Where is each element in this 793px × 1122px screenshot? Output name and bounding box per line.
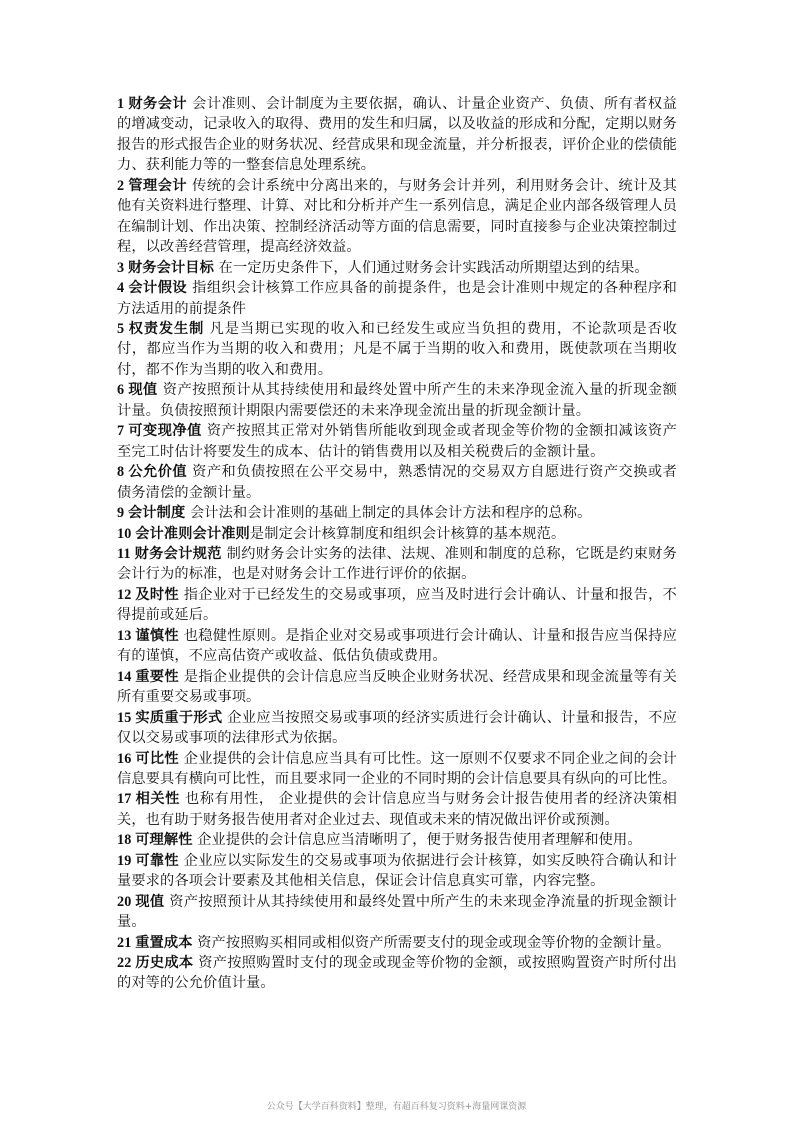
entry-definition: 指组织会计核算工作应具备的前提条件，也是会计准则中规定的各种程序和方法适用的前提条件 — [117, 280, 677, 317]
entry-term: 可比性 — [135, 750, 179, 767]
entry-term: 公允价值 — [128, 464, 188, 481]
entry-number: 22 — [117, 955, 136, 972]
entry-term: 重要性 — [135, 668, 179, 685]
entry-term: 可理解性 — [135, 832, 193, 849]
entry-6 — [117, 380, 677, 421]
entry-term: 重置成本 — [135, 934, 193, 951]
entry-9 — [117, 503, 677, 523]
entry-11 — [117, 544, 677, 585]
entry-definition: 企业应当按照交易或事项的经济实质进行会计确认、计量和报告，不应仅以交易或事项的法律形式为依据。 — [117, 709, 678, 747]
entry-definition: 也稳健性原则。是指企业对交易或事项进行会计确认、计量和报告应当保持应有的谨慎，不应高估资产或收益、低估负债或费用。 — [117, 627, 678, 665]
entry-term: 财务会计目标 — [127, 259, 214, 276]
entry-10 — [117, 524, 677, 544]
document-body — [117, 94, 677, 994]
entry-4 — [117, 278, 677, 319]
entry-definition: 制约财务会计实务的法律、法规、准则和制度的总称，它既是约束财务会计行为的标准，也是对财务会计工作进行评价的依据。 — [117, 545, 678, 583]
entry-5 — [117, 319, 677, 380]
entry-14 — [117, 667, 677, 708]
entry-term: 现值 — [135, 893, 165, 910]
entry-definition: 资产按照购置时支付的现金或现金等价物的金额，或按照购置资产时所付出的对等的公允价值计量。 — [117, 955, 677, 992]
entry-number: 16 — [117, 750, 136, 767]
entry-21 — [117, 933, 677, 953]
entry-18 — [117, 830, 677, 850]
entry-number: 10 — [117, 525, 136, 542]
entry-number: 15 — [117, 709, 136, 726]
entry-13 — [117, 626, 677, 667]
entry-definition: 在一定历史条件下，人们通过财务会计实践活动所期望达到的结果。 — [213, 259, 649, 276]
entry-number: 8 — [117, 464, 129, 481]
entry-definition: 会计准则、会计制度为主要依据，确认、计量企业资产、负债、所有者权益的增减变动，记录收入的取得、费用的发生和归属，以及收益的形成和分配，定期以财务报告的形式报告企业的财务状况、经营成果和现金流量，并分析报表，评价企业的偿债能力、获利能力等的一整套信息处理系统。 — [117, 96, 677, 174]
entry-term: 相关性 — [135, 791, 180, 808]
entry-number: 11 — [117, 545, 135, 562]
entry-definition: 会计法和会计准则的基础上制定的具体会计方法和程序的总称。 — [185, 505, 592, 522]
entry-definition: 资产按照预计从其持续使用和最终处置中所产生的未来净现金流入量的折现金额计量。负债按照预计期限内需要偿还的未来净现金流出量的折现金额计量。 — [117, 382, 677, 419]
entry-number: 13 — [117, 627, 136, 644]
entry-definition: 企业提供的会计信息应当清晰明了，便于财务报告使用者理解和使用。 — [192, 832, 642, 849]
entry-term: 历史成本 — [135, 955, 194, 972]
entry-20 — [117, 892, 677, 933]
entry-definition: 指企业对于已经发生的交易或事项，应当及时进行会计确认、计量和报告，不得提前或延后。 — [117, 586, 678, 624]
entry-16 — [117, 749, 677, 790]
entry-3 — [117, 258, 677, 278]
entry-term: 管理会计 — [128, 177, 188, 194]
entry-definition: 资产和负债按照在公平交易中，熟悉情况的交易双方自愿进行资产交换或者债务清偿的金额计量。 — [117, 464, 677, 501]
entry-22 — [117, 953, 677, 994]
entry-definition: 凡是当期已实现的收入和已经发生或应当负担的费用，不论款项是否收付，都应当作为当期的收入和费用；凡是不属于当期的收入和费用，既使款项在当期收付，都不作为当期的收入和费用。 — [117, 320, 678, 378]
entry-17 — [117, 789, 677, 830]
entry-number: 4 — [117, 280, 129, 297]
entry-definition: 资产按照购买相同或相似资产所需要支付的现金或现金等价物的金额计量。 — [192, 934, 671, 951]
entry-term: 可变现净值 — [128, 423, 202, 440]
entry-definition: 企业提供的会计信息应当具有可比性。这一原则不仅要求不同企业之间的会计信息要具有横向可比性，而且要求同一企业的不同时期的会计信息要具有纵向的可比性。 — [117, 750, 678, 787]
entry-number: 1 — [117, 96, 129, 112]
entry-number: 18 — [117, 832, 136, 849]
entry-number: 12 — [117, 586, 136, 603]
entry-term: 财务会计规范 — [134, 545, 222, 562]
entry-term: 财务会计 — [128, 96, 188, 112]
entry-15 — [117, 708, 677, 749]
entry-term: 权责发生制 — [128, 320, 205, 337]
entry-7 — [117, 421, 677, 462]
entry-term: 会计制度 — [127, 505, 186, 522]
entry-number: 5 — [117, 320, 129, 337]
entry-number: 7 — [117, 423, 129, 440]
entry-term: 及时性 — [135, 586, 179, 603]
entry-term: 会计假设 — [128, 280, 188, 297]
entry-number: 19 — [117, 852, 136, 869]
entry-number: 17 — [117, 791, 136, 808]
page-footer: 公众号【大学百科资料】整理，有超百科复习资料+海量网课资源 — [266, 1102, 527, 1112]
entry-definition: 也称有用性， 企业提供的会计信息应当与财务会计报告使用者的经济决策相关，也有助于财务报告使用者对企业过去、现值或未来的情况做出评价或预测。 — [117, 791, 678, 828]
entry-1 — [117, 94, 677, 176]
entry-term: 可靠性 — [135, 852, 179, 869]
entry-2 — [117, 176, 677, 258]
entry-number: 2 — [117, 177, 129, 194]
entry-term: 实质重于形式 — [135, 709, 223, 726]
entry-definition: 是制定会计核算制度和组织会计核算的基本规范。 — [249, 525, 566, 542]
entry-definition: 资产按照预计从其持续使用和最终处置中所产生的未来现金净流量的折现金额计量。 — [117, 893, 677, 931]
entry-term: 会计准则会计准则 — [135, 525, 250, 542]
entry-number: 20 — [117, 893, 136, 910]
entry-definition: 传统的会计系统中分离出来的，与财务会计并列，利用财务会计、统计及其他有关资料进行整理、计算、对比和分析并产生一系列信息，满足企业内部各级管理人员在编制计划、作出决策、控制经济活动等方面的信息需要，同时直接参与企业决策控制过程，以改善经营管理，提高经济效益。 — [117, 177, 677, 256]
entry-term: 谨慎性 — [135, 627, 179, 644]
entry-number: 9 — [117, 505, 128, 522]
entry-12 — [117, 585, 677, 626]
entry-definition: 资产按照其正常对外销售所能收到现金或者现金等价物的金额扣减该资产至完工时估计将要发生的成本、估计的销售费用以及相关税费后的金额计量。 — [117, 423, 677, 460]
entry-definition: 企业应以实际发生的交易或事项为依据进行会计核算，如实反映符合确认和计量要求的各项会计要素及其他相关信息，保证会计信息真实可靠，内容完整。 — [117, 852, 678, 890]
entry-number: 21 — [117, 934, 136, 951]
entry-definition: 是指企业提供的会计信息应当反映企业财务状况、经营成果和现金流量等有关所有重要交易或事项。 — [117, 668, 678, 706]
entry-number: 14 — [117, 668, 136, 685]
entry-number: 6 — [117, 382, 129, 399]
entry-8 — [117, 462, 677, 503]
entry-19 — [117, 851, 677, 892]
entry-term: 现值 — [128, 382, 158, 399]
entry-number: 3 — [117, 259, 128, 276]
